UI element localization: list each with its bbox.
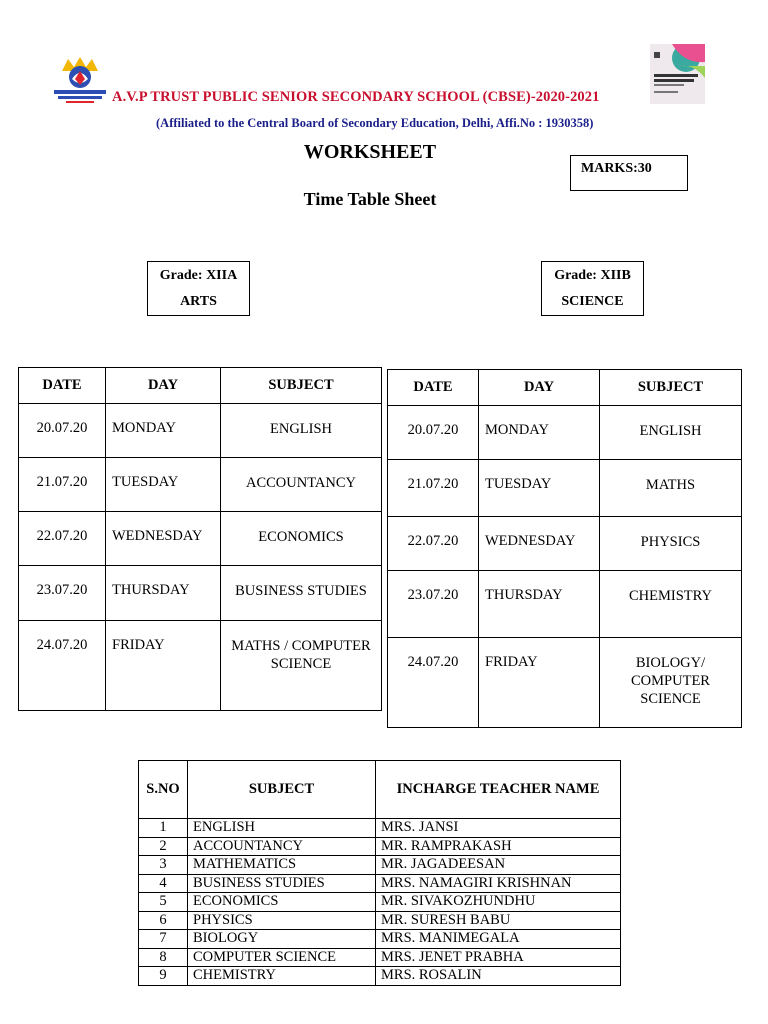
grade-box-xiia — [147, 261, 250, 316]
subject-cell: ENGLISH — [221, 404, 382, 458]
marks-box: MARKS:30 — [570, 155, 688, 191]
day-cell: TUESDAY — [106, 458, 221, 512]
date-cell: 22.07.20 — [19, 512, 106, 566]
award-logo — [650, 44, 705, 104]
date-cell: 24.07.20 — [388, 638, 479, 728]
subject-cell: ECONOMICS — [221, 512, 382, 566]
subject-cell: MATHS — [600, 460, 742, 517]
sno-cell: 5 — [139, 893, 188, 912]
subject-cell: ENGLISH — [600, 406, 742, 460]
table-row — [139, 911, 621, 930]
sno-cell: 1 — [139, 819, 188, 838]
table-row — [139, 930, 621, 949]
subject-header: SUBJECT — [221, 368, 382, 404]
sno-cell: 8 — [139, 948, 188, 967]
day-header: DAY — [106, 368, 221, 404]
day-cell: MONDAY — [106, 404, 221, 458]
table-row — [139, 967, 621, 986]
teacher-cell: MR. RAMPRAKASH — [376, 837, 621, 856]
day-cell: FRIDAY — [479, 638, 600, 728]
table-row — [19, 512, 382, 566]
table-row — [388, 517, 742, 571]
table-header-row — [139, 761, 621, 819]
affiliation-text: (Affiliated to the Central Board of Secondary Education, Delhi, Affi.No : 1930358) — [156, 116, 594, 130]
day-cell: TUESDAY — [479, 460, 600, 517]
sno-header: S.NO — [139, 761, 188, 819]
grade-label: Grade: XIIA — [159, 268, 238, 283]
subject-cell: ECONOMICS — [188, 893, 376, 912]
teacher-cell: MRS. JANSI — [376, 819, 621, 838]
subject-cell: MATHEMATICS — [188, 856, 376, 875]
subject-cell: MATHS / COMPUTER SCIENCE — [221, 621, 382, 711]
sno-cell: 7 — [139, 930, 188, 949]
teacher-cell: MRS. MANIMEGALA — [376, 930, 621, 949]
date-header: DATE — [388, 370, 479, 406]
sno-cell: 6 — [139, 911, 188, 930]
subject-header: SUBJECT — [600, 370, 742, 406]
day-cell: WEDNESDAY — [106, 512, 221, 566]
subject-cell: COMPUTER SCIENCE — [188, 948, 376, 967]
grade-label: Grade: XIIB — [554, 268, 631, 283]
table-row — [139, 856, 621, 875]
teacher-cell: MR. JAGADEESAN — [376, 856, 621, 875]
subject-cell: ENGLISH — [188, 819, 376, 838]
stream-label: ARTS — [180, 294, 217, 309]
day-cell: WEDNESDAY — [479, 517, 600, 571]
table-row — [139, 948, 621, 967]
date-cell: 21.07.20 — [388, 460, 479, 517]
school-logo — [52, 57, 108, 105]
table-row — [19, 621, 382, 711]
stream-label: SCIENCE — [561, 294, 624, 309]
teacher-cell: MR. SURESH BABU — [376, 911, 621, 930]
subject-cell: PHYSICS — [600, 517, 742, 571]
date-header: DATE — [19, 368, 106, 404]
subject-cell: ACCOUNTANCY — [188, 837, 376, 856]
date-cell: 23.07.20 — [19, 566, 106, 621]
date-cell: 21.07.20 — [19, 458, 106, 512]
table-row — [388, 571, 742, 638]
table-row — [388, 406, 742, 460]
timetable-title: Time Table Sheet — [303, 189, 437, 209]
subject-header: SUBJECT — [188, 761, 376, 819]
table-header-row — [388, 370, 742, 406]
teacher-cell: MRS. NAMAGIRI KRISHNAN — [376, 874, 621, 893]
subject-cell: PHYSICS — [188, 911, 376, 930]
subject-cell: CHEMISTRY — [600, 571, 742, 638]
table-row — [388, 460, 742, 517]
table-row — [139, 837, 621, 856]
day-cell: THURSDAY — [479, 571, 600, 638]
subject-cell: BUSINESS STUDIES — [188, 874, 376, 893]
table-row — [388, 638, 742, 728]
table-row — [139, 893, 621, 912]
teacher-cell: MRS. JENET PRABHA — [376, 948, 621, 967]
worksheet-title: WORKSHEET — [303, 141, 437, 163]
date-cell: 24.07.20 — [19, 621, 106, 711]
teacher-header: INCHARGE TEACHER NAME — [376, 761, 621, 819]
teacher-table — [138, 760, 621, 986]
table-row — [139, 874, 621, 893]
teacher-cell: MR. SIVAKOZHUNDHU — [376, 893, 621, 912]
day-cell: MONDAY — [479, 406, 600, 460]
table-row — [19, 566, 382, 621]
date-cell: 23.07.20 — [388, 571, 479, 638]
date-cell: 20.07.20 — [388, 406, 479, 460]
sno-cell: 2 — [139, 837, 188, 856]
sno-cell: 9 — [139, 967, 188, 986]
date-cell: 22.07.20 — [388, 517, 479, 571]
day-cell: FRIDAY — [106, 621, 221, 711]
timetable-xiib — [387, 369, 742, 728]
table-header-row — [19, 368, 382, 404]
table-row — [19, 404, 382, 458]
sno-cell: 4 — [139, 874, 188, 893]
subject-cell: BIOLOGY — [188, 930, 376, 949]
subject-cell: BIOLOGY/ COMPUTER SCIENCE — [600, 638, 742, 728]
date-cell: 20.07.20 — [19, 404, 106, 458]
day-cell: THURSDAY — [106, 566, 221, 621]
school-name: A.V.P TRUST PUBLIC SENIOR SECONDARY SCHOOL (CBSE)-2020-2021 — [112, 89, 600, 105]
table-row — [139, 819, 621, 838]
grade-box-xiib — [541, 261, 644, 316]
table-row — [19, 458, 382, 512]
day-header: DAY — [479, 370, 600, 406]
subject-cell: BUSINESS STUDIES — [221, 566, 382, 621]
sno-cell: 3 — [139, 856, 188, 875]
timetable-xiia — [18, 367, 382, 711]
subject-cell: ACCOUNTANCY — [221, 458, 382, 512]
teacher-cell: MRS. ROSALIN — [376, 967, 621, 986]
subject-cell: CHEMISTRY — [188, 967, 376, 986]
